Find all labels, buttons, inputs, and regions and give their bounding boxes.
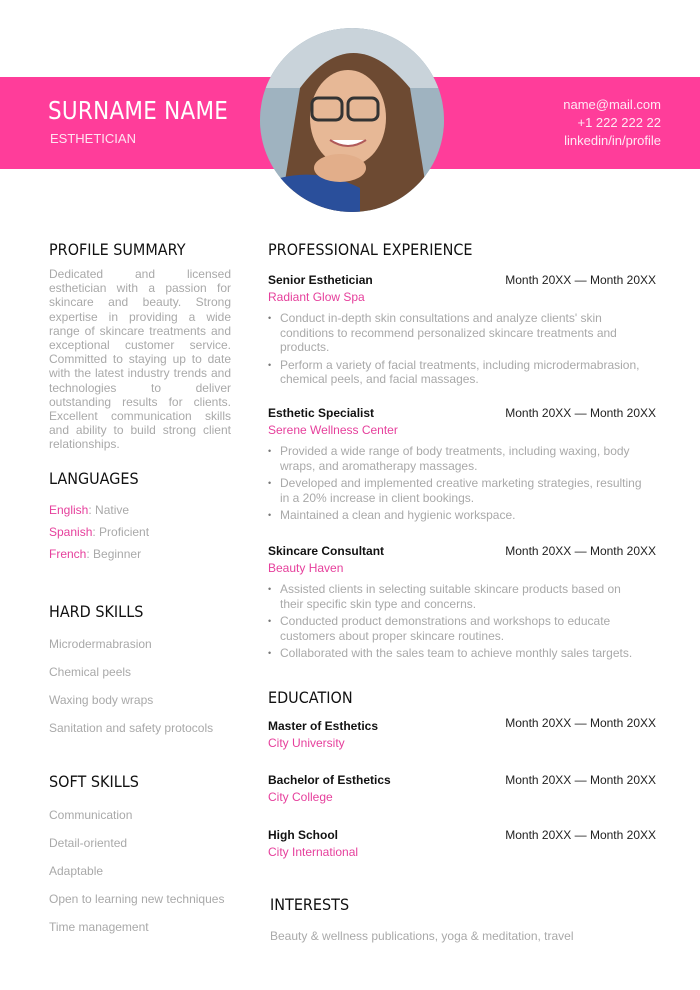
education-entry [268,828,656,859]
hard-skill-item: Chemical peels [49,665,132,679]
job-bullets [268,311,656,387]
language-item: French: Beginner [49,547,142,561]
job-bullet: • Assisted clients in selecting suitable skincare products based on their specific skin type and concerns. [268,582,645,611]
phone[interactable]: +1 222 222 22 [577,115,661,130]
job-bullet: • Developed and implemented creative marketing strategies, resulting in a 20% increase in client bookings. [268,476,645,505]
soft-skills-list [49,808,224,948]
job-entry [268,406,656,526]
job-bullet: • Conducted product demonstrations and workshops to educate customers about proper skincare routines. [268,614,645,643]
education-entry [268,716,656,750]
language-item: Spanish: Proficient [49,525,150,539]
soft-skill-item: Time management [49,920,149,934]
degree: Bachelor of Esthetics [268,773,391,787]
hard-skills-heading: HARD SKILLS [49,602,144,621]
hard-skill-item: Waxing body wraps [49,693,154,707]
soft-skill-item: Open to learning new techniques [49,892,225,906]
degree: Master of Esthetics [268,719,379,733]
interests-text: Beauty & wellness publications, yoga & meditation, travel [270,929,574,943]
job-entry [268,544,656,664]
education-dates: Month 20XX — Month 20XX [505,828,656,842]
job-dates: Month 20XX — Month 20XX [505,544,656,558]
job-dates: Month 20XX — Month 20XX [505,273,656,287]
hard-skill-item: Sanitation and safety protocols [49,721,214,735]
linkedin[interactable]: linkedin/in/profile [564,133,661,148]
hard-skill-item: Microdermabrasion [49,637,152,651]
soft-skill-item: Detail-oriented [49,836,128,850]
language-item: English: Native [49,503,130,517]
profile-photo [260,28,444,212]
degree: High School [268,828,338,842]
profile-summary-text: Dedicated and licensed esthetician with a passion for skincare and beauty. Strong expertise in providing a wide range of skincare treatments and exceptional customer service. Committed to staying up to date with the latest industry trends and technologies to deliver outstanding results for clients. Excellent communication skills and ability to build strong client relationships. [49,267,231,452]
job-org: Radiant Glow Spa [268,290,365,304]
soft-skills-heading: SOFT SKILLS [49,772,139,791]
job-bullets [268,582,656,661]
portrait-image [260,28,444,212]
soft-skill-item: Communication [49,808,133,822]
job-title: Senior Esthetician [268,273,373,287]
contact-block [563,96,661,150]
education-dates: Month 20XX — Month 20XX [505,773,656,787]
job-title: Esthetic Specialist [268,406,375,420]
education-heading: EDUCATION [268,688,353,707]
interests-heading: INTERESTS [270,895,350,914]
school: City College [268,790,333,804]
job-bullet: • Collaborated with the sales team to achieve monthly sales targets. [268,646,645,661]
job-role: ESTHETICIAN [50,131,136,146]
job-title: Skincare Consultant [268,544,385,558]
languages-heading: LANGUAGES [49,469,139,488]
email[interactable]: name@mail.com [563,97,661,112]
school: City University [268,736,345,750]
job-org: Serene Wellness Center [268,423,398,437]
soft-skill-item: Adaptable [49,864,104,878]
profile-summary-heading: PROFILE SUMMARY [49,240,186,259]
hard-skills-list [49,637,213,749]
job-entry [268,273,656,390]
experience-heading: PROFESSIONAL EXPERIENCE [268,240,473,259]
school: City International [268,845,359,859]
job-org: Beauty Haven [268,561,344,575]
job-bullet: • Conduct in-depth skin consultations and analyze clients' skin conditions to recommend personalized skincare treatments and products. [268,311,645,355]
languages-list [49,503,149,569]
job-bullet: • Provided a wide range of body treatments, including waxing, body wraps, and aromatherapy massages. [268,444,645,473]
candidate-name: SURNAME NAME [48,96,229,125]
education-entry [268,773,656,804]
job-bullets [268,444,656,523]
job-dates: Month 20XX — Month 20XX [505,406,656,420]
job-bullet: • Maintained a clean and hygienic workspace. [268,508,645,523]
job-bullet: • Perform a variety of facial treatments, including microdermabrasion, chemical peels, and facial massages. [268,358,645,387]
education-dates: Month 20XX — Month 20XX [505,716,656,730]
